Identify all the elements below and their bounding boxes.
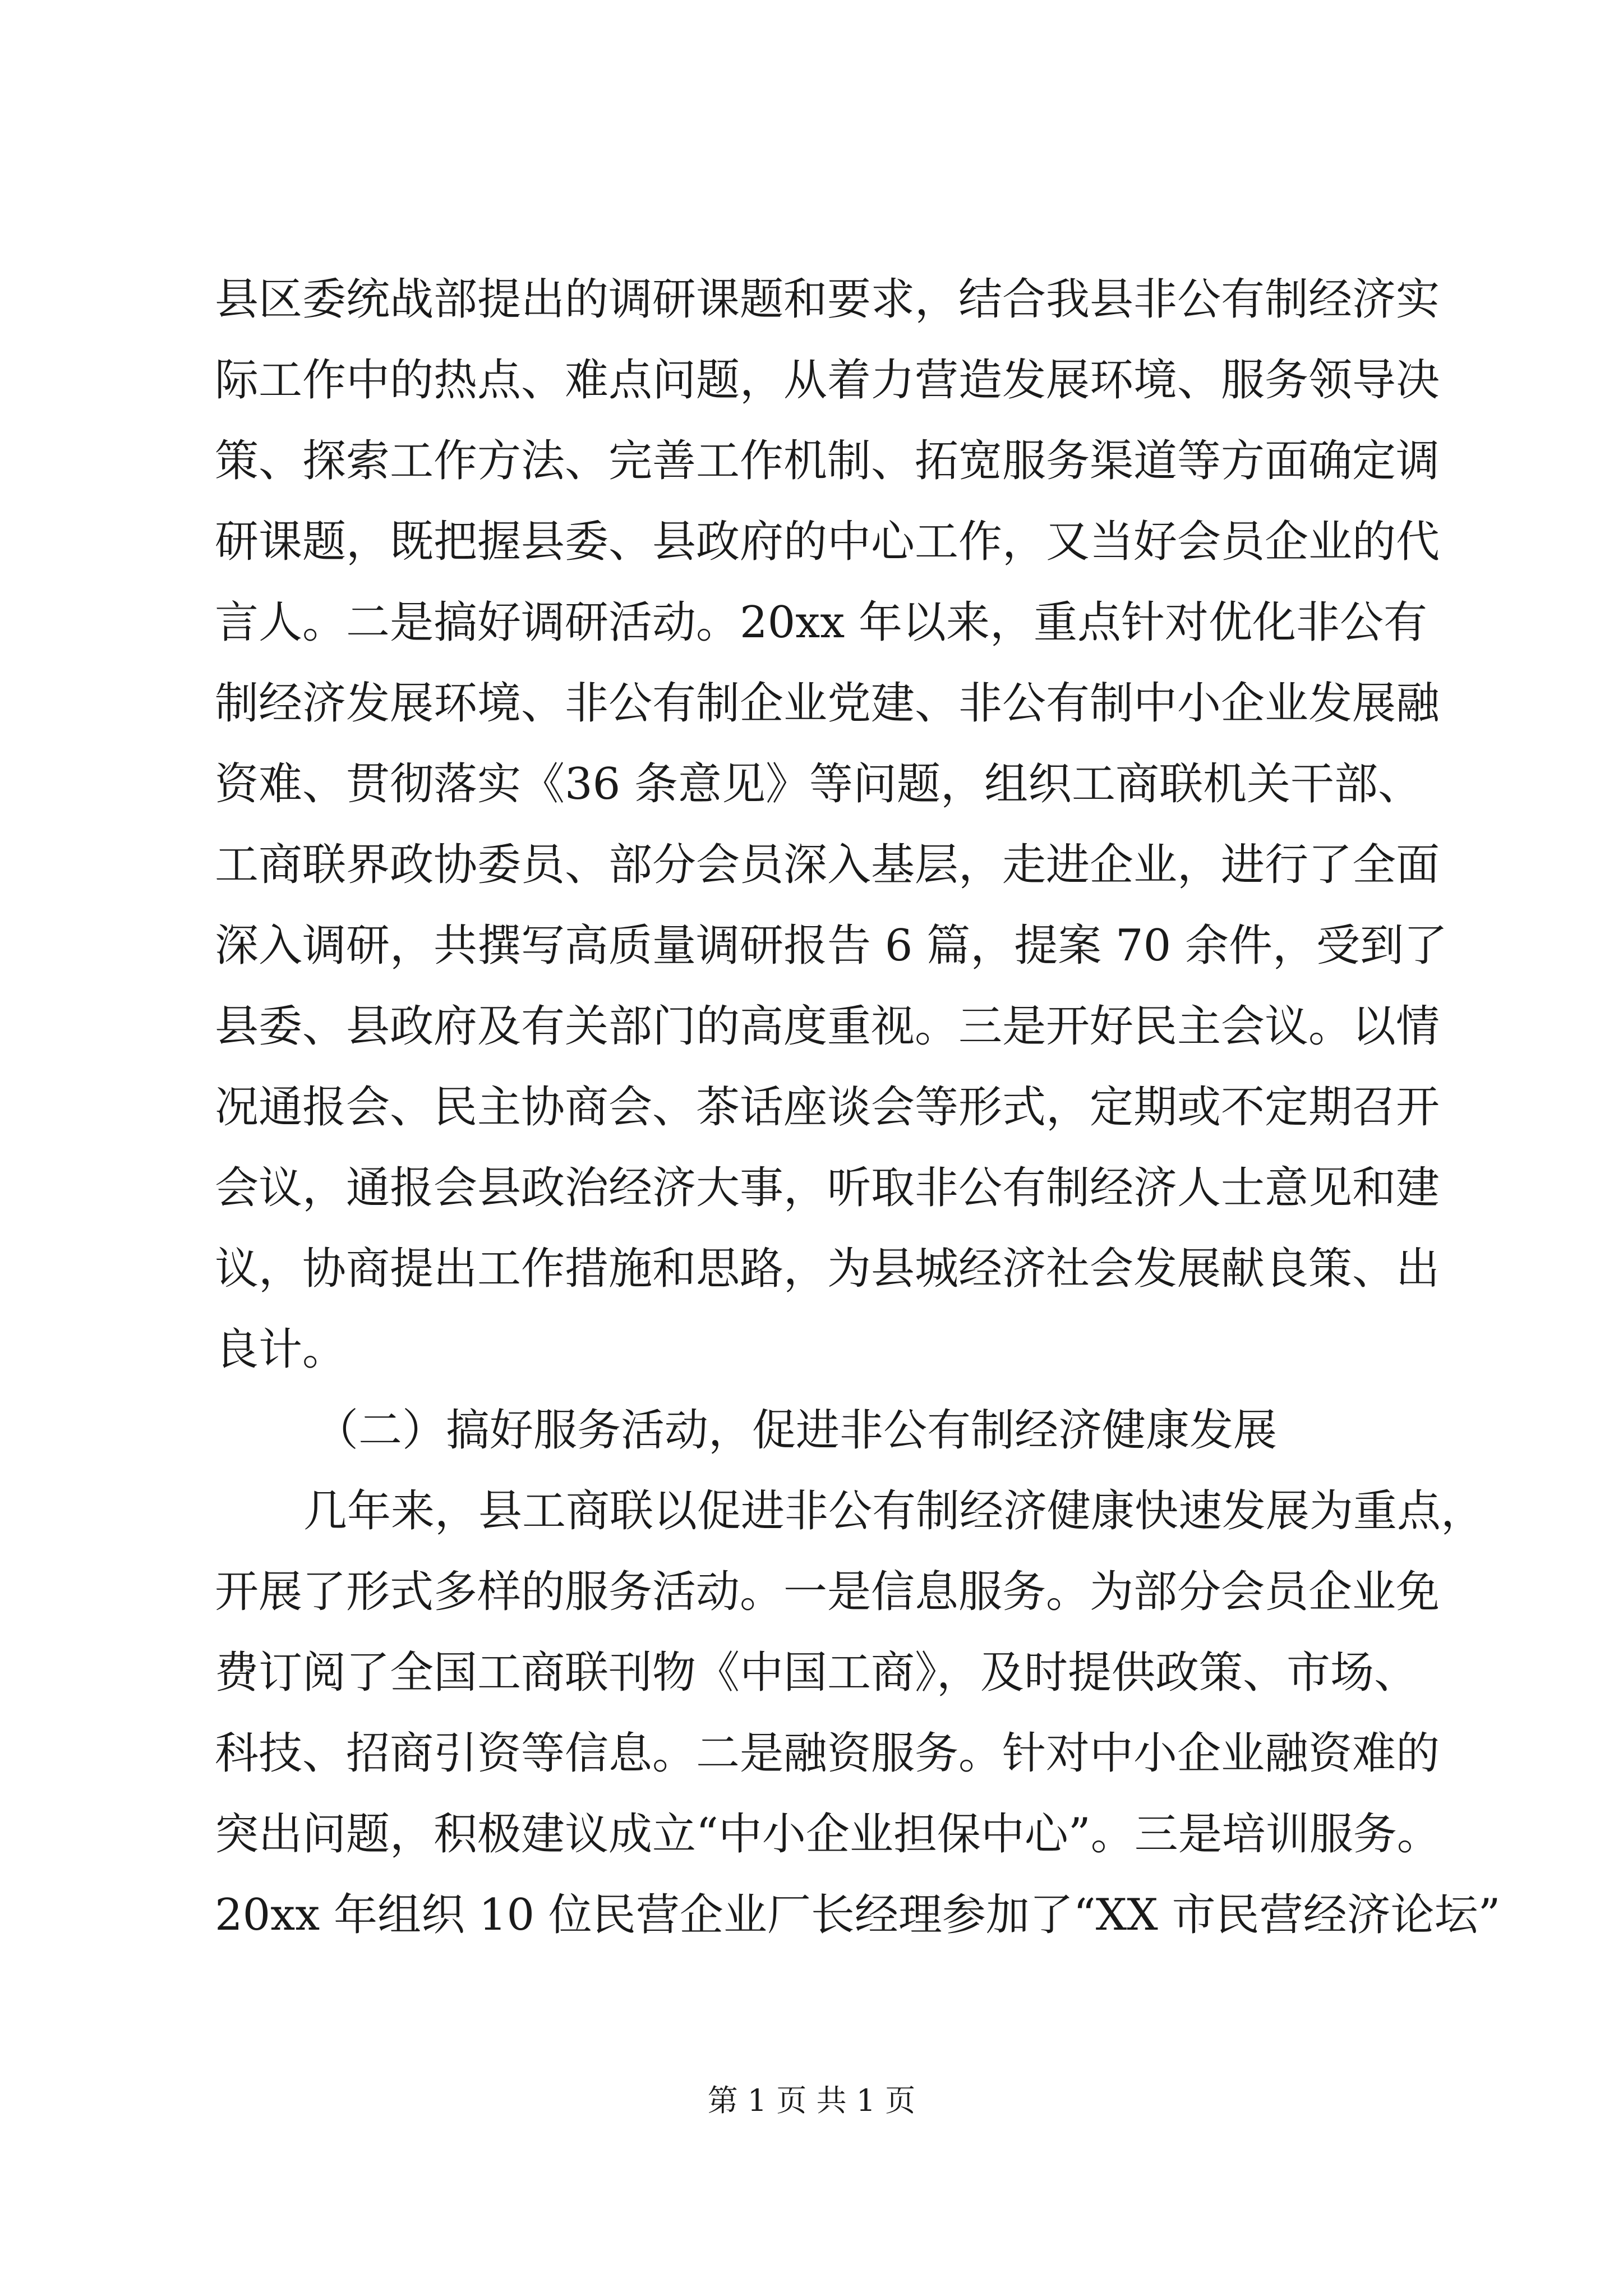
- text-line: 会议，通报会县政治经济大事，听取非公有制经济人士意见和建: [215, 1163, 1440, 1213]
- text-line: 开展了形式多样的服务活动。一是信息服务。为部分会员企业免: [215, 1567, 1440, 1617]
- text-line: 20xx 年组织 10 位民营企业厂长经理参加了“XX 市民营经济论坛”: [215, 1890, 1501, 1940]
- text-line: 策、探索工作方法、完善工作机制、拓宽服务渠道等方面确定调: [215, 436, 1440, 486]
- text-line: 言人。二是搞好调研活动。20xx 年以来，重点针对优化非公有: [215, 597, 1428, 648]
- text-line: 良计。: [215, 1324, 347, 1375]
- text-line: 资难、贯彻落实《36 条意见》等问题，组织工商联机关干部、: [215, 759, 1422, 809]
- text-line: 突出问题，积极建议成立“中小企业担保中心”。三是培训服务。: [215, 1809, 1441, 1860]
- text-line: 科技、招商引资等信息。二是融资服务。针对中小企业融资难的: [215, 1728, 1440, 1779]
- text-line: 制经济发展环境、非公有制企业党建、非公有制中小企业发展融: [215, 678, 1440, 729]
- text-line: 深入调研，共撰写高质量调研报告 6 篇，提案 70 余件，受到了: [215, 921, 1448, 971]
- text-line: 研课题，既把握县委、县政府的中心工作，又当好会员企业的代: [215, 517, 1440, 567]
- text-line: 工商联界政协委员、部分会员深入基层，走进企业，进行了全面: [215, 840, 1440, 890]
- text-line: 况通报会、民主协商会、茶话座谈会等形式，定期或不定期召开: [215, 1082, 1440, 1133]
- document-body: [215, 259, 1501, 1955]
- text-line: 几年来，县工商联以促进非公有制经济健康快速发展为重点，: [303, 1486, 1485, 1536]
- text-line: 议，协商提出工作措施和思路，为县城经济社会发展献良策、出: [215, 1244, 1440, 1294]
- text-line: 际工作中的热点、难点问题，从着力营造发展环境、服务领导决: [215, 355, 1440, 406]
- text-line: 县区委统战部提出的调研课题和要求，结合我县非公有制经济实: [215, 274, 1440, 325]
- section-heading: （二）搞好服务活动，促进非公有制经济健康发展: [315, 1405, 1278, 1456]
- text-line: 费订阅了全国工商联刊物《中国工商》，及时提供政策、市场、: [215, 1648, 1418, 1698]
- page-footer: 第 1 页 共 1 页: [707, 2083, 916, 2118]
- text-line: 县委、县政府及有关部门的高度重视。三是开好民主会议。以情: [215, 1001, 1440, 1052]
